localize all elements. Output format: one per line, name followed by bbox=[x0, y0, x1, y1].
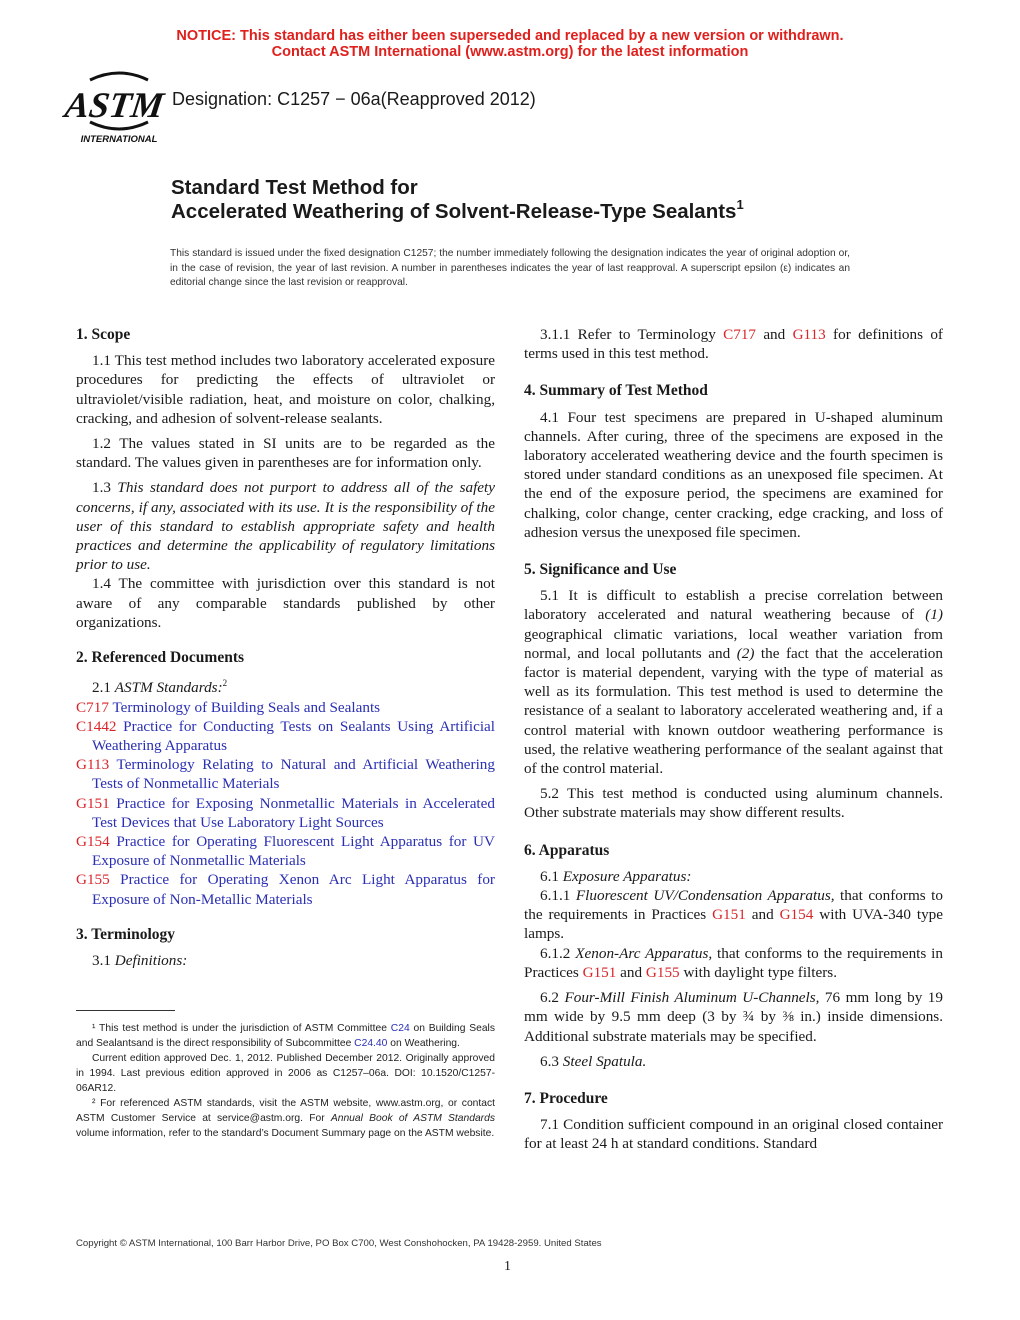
para-6-3: 6.3 Steel Spatula. bbox=[540, 1052, 647, 1070]
footnote-2: ² For referenced ASTM standards, visit the ASTM website, www.astm.org, or contact ASTM Customer Service at service@astm.org. For Annual Book of ASTM Standards volume information, refer to the standard’s Document Summary page on the ASTM website. bbox=[76, 1098, 495, 1139]
ref-g154[interactable]: G154 Practice for Operating Fluorescent Light Apparatus for UV Exposure of Nonmetallic Materials bbox=[76, 832, 495, 870]
title-line-2: Accelerated Weathering of Solvent-Release-Type Sealants$^1$ bbox=[171, 197, 744, 223]
section-heading-procedure: 7. Procedure bbox=[524, 1089, 608, 1107]
notice-line-2: Contact ASTM International (www.astm.org) for the latest information bbox=[271, 44, 749, 60]
notice-line-1: NOTICE: This standard has either been superseded and replaced by a new version or withdrawn. bbox=[176, 28, 844, 44]
para-4-1: 4.1 Four test specimens are prepared in U-shaped aluminum channels. After curing, three of the specimens are exposed in the laboratory accelerated weathering device and the fourth specimen is stored under standard conditions as an unexposed file specimen. At the end of the exposure period, the specimens are examined for chalking, color change, center cracking, edge cracking, and loss of adhesion versus the unexposed file specimen. bbox=[524, 408, 943, 541]
link-g151[interactable]: G151 bbox=[712, 906, 746, 924]
ref-g113[interactable]: G113 Terminology Relating to Natural and Artificial Weathering Tests of Nonmetallic Materials bbox=[76, 756, 495, 793]
footnote-1: ¹ This test method is under the jurisdiction of ASTM Committee C24 on Building Seals and Sealantsand is the direct responsibility of Subcommittee C24.40 on Weathering. bbox=[76, 1023, 495, 1049]
link-g155[interactable]: G155 bbox=[645, 963, 680, 981]
link-c24-40[interactable]: C24.40 bbox=[354, 1038, 388, 1049]
astm-logo bbox=[62, 72, 167, 146]
para-1-2: 1.2 The values stated in SI units are to be regarded as the standard. The values given in parentheses are for information only. bbox=[76, 435, 495, 472]
right-column bbox=[524, 325, 943, 1154]
footnotes bbox=[76, 1021, 495, 1141]
para-1-3: 1.3 This standard does not purport to address all of the safety concerns, if any, associated with its use. It is the responsibility of the user of this standard to establish appropriate safety and health practices and determine the applicability of regulatory limitations prior to use. bbox=[76, 479, 496, 574]
para-2-1: 2.1 ASTM Standards:$^2$ bbox=[92, 678, 228, 697]
link-c717[interactable]: C717 bbox=[723, 326, 757, 343]
para-5-2: 5.2 This test method is conducted using aluminum channels. Other substrate materials may show different results. bbox=[524, 785, 943, 822]
link-g151-2[interactable]: G151 bbox=[582, 963, 617, 981]
para-6-2: 6.2 Four-Mill Finish Aluminum U-Channels, 76 mm long by 19 mm wide by 9.5 mm deep (3 by ¾ by ⅜ in.) inside dimensions. Additional substrate materials may be specified. bbox=[524, 989, 943, 1045]
title-line-1: Standard Test Method for bbox=[171, 176, 418, 199]
section-heading-scope: 1. Scope bbox=[76, 326, 131, 343]
ref-g151[interactable]: G151 Practice for Exposing Nonmetallic Materials in Accelerated Test Devices that Use Laboratory Light Sources bbox=[76, 794, 495, 831]
link-g113[interactable]: G113 bbox=[792, 326, 826, 343]
para-6-1: 6.1 Exposure Apparatus: bbox=[540, 867, 692, 885]
intro-note: This standard is issued under the fixed designation C1257; the number immediately following the designation indicates the year of original adoption or, in the case of revision, the year of last revision. A number in parentheses indicates the year of last reapproval. A superscript epsilon (ε) indicates an editorial change since the last revision or reapproval. bbox=[170, 248, 850, 289]
designation: Designation: C1257 − 06a(Reapproved 2012) bbox=[172, 89, 536, 109]
copyright-footer: Copyright © ASTM International, 100 Barr Harbor Drive, PO Box C700, West Conshohocken, PA 19428-2959. United States bbox=[76, 1238, 602, 1249]
logo-text: ASTM bbox=[62, 85, 167, 125]
para-1-4: 1.4 The committee with jurisdiction over this standard is not aware of any comparable standards published by other organizations. bbox=[76, 575, 495, 631]
link-g154[interactable]: G154 bbox=[779, 906, 814, 924]
left-column bbox=[76, 325, 495, 970]
para-6-1-2: 6.1.2 Xenon-Arc Apparatus, that conforms to the requirements in Practices G151 and G155 with daylight type filters. bbox=[524, 944, 943, 981]
title-footnote-mark: 1 bbox=[736, 197, 744, 212]
section-heading-significance: 5. Significance and Use bbox=[524, 561, 677, 579]
section-heading-referenced: 2. Referenced Documents bbox=[76, 649, 245, 667]
ref-c717[interactable]: C717 Terminology of Building Seals and Sealants bbox=[76, 698, 381, 716]
para-7-1: 7.1 Condition sufficient compound in an original closed container for at least 24 h at standard conditions. Standard bbox=[524, 1116, 943, 1153]
section-heading-apparatus: 6. Apparatus bbox=[524, 841, 610, 859]
para-6-1-1: 6.1.1 Fluorescent UV/Condensation Apparatus, that conforms to the requirements in Practices G151 and G154 with UVA-340 type lamps. bbox=[524, 887, 943, 943]
logo-subtext: INTERNATIONAL bbox=[80, 134, 158, 145]
page-number: 1 bbox=[504, 1259, 511, 1274]
para-3-1-1: 3.1.1 Refer to Terminology C717 and G113 for definitions of terms used in this test method. bbox=[524, 326, 943, 363]
para-1-1: 1.1 This test method includes two laboratory accelerated exposure procedures for predicting the effects of ultraviolet or ultraviolet/visible radiation, heat, and moisture on color, chalking, cracking, and adhesion of solvent-release sealants. bbox=[76, 352, 495, 427]
ref-c1442[interactable]: C1442 Practice for Conducting Tests on Sealants Using Artificial Weathering Apparatus bbox=[76, 717, 495, 754]
section-heading-terminology: 3. Terminology bbox=[76, 925, 176, 943]
footnote-1-edition: Current edition approved Dec. 1, 2012. Published December 2012. Originally approved in 1994. Last previous edition approved in 2006 as C1257–06a. DOI: 10.1520/C1257-06AR12. bbox=[76, 1053, 495, 1094]
footnote-rule bbox=[76, 1010, 175, 1011]
para-5-1: 5.1 It is difficult to establish a precise correlation between laboratory accelerated and natural weathering because of (1) geographical climatic variations, local weather variation from normal, and local pollutants and (2) the fact that the acceleration factor is material dependent, varying with the type of material as well as its formulation. This test method is used to determine the resistance of a sealant to laboratory accelerated weathering and, if a control material with known outdoor weathering performance is used, the relative weathering performance of the sealant against that of the control material. bbox=[524, 587, 943, 778]
ref-g155[interactable]: G155 Practice for Operating Xenon Arc Light Apparatus for Exposure of Non-Metallic Materials bbox=[76, 871, 495, 908]
link-c24[interactable]: C24 bbox=[390, 1023, 410, 1034]
para-3-1: 3.1 Definitions: bbox=[92, 951, 188, 969]
section-heading-summary: 4. Summary of Test Method bbox=[524, 382, 708, 400]
